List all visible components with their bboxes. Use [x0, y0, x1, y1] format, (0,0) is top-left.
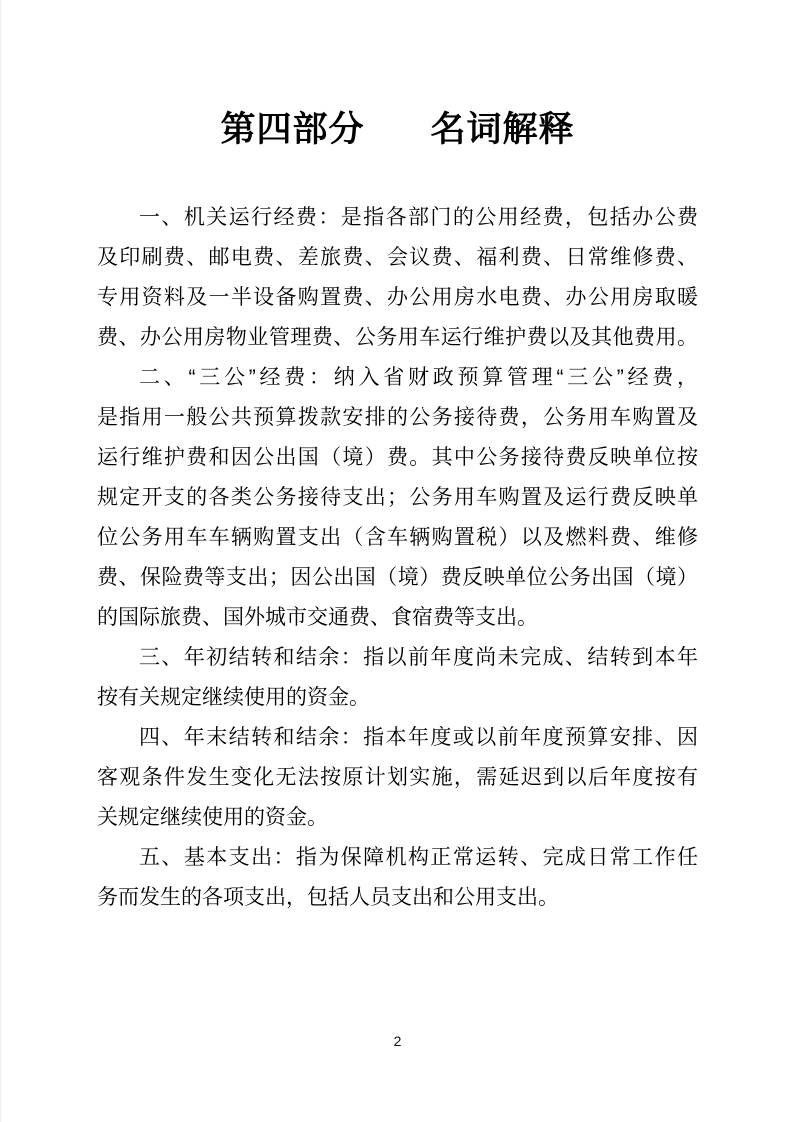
text-line: 位公务用车车辆购置支出（含车辆购置税）以及燃料费、维修 — [97, 526, 698, 549]
page-title — [1, 102, 793, 152]
text-line: 费、办公用房物业管理费、公务用车运行维护费以及其他费用。 — [97, 326, 698, 349]
text-line: 三、年初结转和结余：指以前年度尚未完成、结转到本年 — [139, 646, 698, 669]
text-line: 二、“三公”经费：纳入省财政预算管理“三公”经费， — [139, 366, 698, 389]
text-line: 的国际旅费、国外城市交通费、食宿费等支出。 — [97, 606, 538, 629]
page-title-part-2: 名词解释 — [430, 110, 575, 149]
text-line: 规定开支的各类公务接待支出；公务用车购置及运行费反映单 — [97, 486, 698, 509]
text-line: 一、机关运行经费：是指各部门的公用经费，包括办公费 — [139, 206, 698, 229]
text-line: 费、保险费等支出；因公出国（境）费反映单位公务出国（境） — [97, 566, 698, 589]
paragraph-2 — [97, 358, 698, 638]
paragraph-5 — [97, 838, 698, 918]
text-line: 是指用一般公共预算拨款安排的公务接待费，公务用车购置及 — [97, 406, 698, 429]
text-line: 五、基本支出：指为保障机构正常运转、完成日常工作任 — [139, 846, 698, 869]
text-line: 按有关规定继续使用的资金。 — [97, 686, 370, 709]
paragraph-1 — [97, 198, 698, 358]
text-line: 专用资料及一半设备购置费、办公用房水电费、办公用房取暖 — [97, 286, 698, 309]
text-line: 四、年末结转和结余：指本年度或以前年度预算安排、因 — [139, 726, 698, 749]
text-line: 客观条件发生变化无法按原计划实施，需延迟到以后年度按有 — [97, 766, 698, 789]
paragraph-4 — [97, 718, 698, 838]
document-body — [97, 198, 698, 918]
page-title-part-1: 第四部分 — [220, 110, 365, 149]
text-line: 关规定继续使用的资金。 — [97, 806, 328, 829]
paragraph-3 — [97, 638, 698, 718]
text-line: 运行维护费和因公出国（境）费。其中公务接待费反映单位按 — [97, 446, 698, 469]
text-line: 及印刷费、邮电费、差旅费、会议费、福利费、日常维修费、 — [97, 246, 698, 269]
page-number: 2 — [393, 1033, 402, 1049]
text-line: 务而发生的各项支出，包括人员支出和公用支出。 — [97, 886, 559, 909]
